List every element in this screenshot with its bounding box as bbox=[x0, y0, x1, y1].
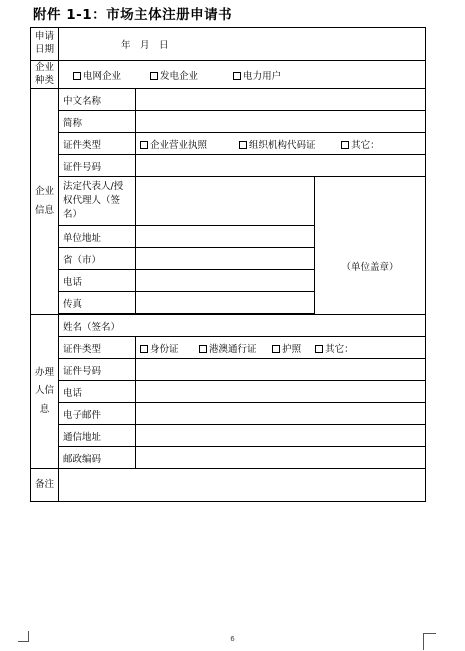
enterprise-cert-type-options bbox=[136, 133, 426, 155]
document-title: 附件 1-1：市场主体注册申请书 bbox=[33, 7, 233, 23]
agent-phone-row bbox=[31, 381, 426, 403]
checkbox-icon bbox=[140, 345, 148, 353]
short-name-field[interactable] bbox=[136, 111, 426, 133]
option-passport[interactable]: 护照 bbox=[272, 341, 312, 355]
seal-label: （单位盖章） bbox=[341, 261, 399, 273]
enterprise-type-options bbox=[59, 61, 426, 89]
agent-email-row bbox=[31, 403, 426, 425]
checkbox-icon bbox=[140, 141, 148, 149]
apply-date-label: 申请日期 bbox=[31, 28, 59, 61]
agent-cert-no-label: 证件号码 bbox=[59, 359, 136, 381]
agent-mail-addr-label: 通信地址 bbox=[59, 425, 136, 447]
option-hk-macau-pass[interactable]: 港澳通行证 bbox=[199, 341, 269, 355]
enterprise-cert-no-row bbox=[31, 155, 426, 177]
agent-phone-field[interactable] bbox=[136, 381, 426, 403]
option-grid-enterprise[interactable]: 电网企业 bbox=[73, 68, 147, 82]
agent-phone-label: 电话 bbox=[59, 381, 136, 403]
agent-cert-no-field[interactable] bbox=[136, 359, 426, 381]
enterprise-cert-type-row bbox=[31, 133, 426, 155]
enterprise-cert-no-field[interactable] bbox=[136, 155, 426, 177]
apply-date-row bbox=[31, 28, 426, 61]
agent-cert-type-label: 证件类型 bbox=[59, 337, 136, 359]
checkbox-icon bbox=[73, 72, 81, 80]
option-other-cert[interactable]: 其它： bbox=[341, 137, 380, 151]
short-name-label: 简称 bbox=[59, 111, 136, 133]
apply-date-field[interactable]: 年 月 日 bbox=[59, 28, 426, 61]
agent-email-field[interactable] bbox=[136, 403, 426, 425]
province-field[interactable] bbox=[136, 248, 315, 270]
agent-cert-type-row bbox=[31, 337, 426, 359]
checkbox-icon bbox=[239, 141, 247, 149]
agent-postcode-row bbox=[31, 447, 426, 469]
checkbox-icon bbox=[272, 345, 280, 353]
legal-rep-label: 法定代表人/授权代理人（签名） bbox=[59, 177, 136, 226]
chinese-name-row bbox=[31, 89, 426, 111]
address-field[interactable] bbox=[136, 226, 315, 248]
enterprise-cert-type-label: 证件类型 bbox=[59, 133, 136, 155]
chinese-name-field[interactable] bbox=[136, 89, 426, 111]
remarks-field[interactable] bbox=[59, 469, 426, 502]
option-power-generation[interactable]: 发电企业 bbox=[150, 68, 230, 82]
remarks-label: 备注 bbox=[31, 469, 59, 502]
chinese-name-label: 中文名称 bbox=[59, 89, 136, 111]
option-org-code-cert[interactable]: 组织机构代码证 bbox=[239, 137, 338, 151]
enterprise-phone-field[interactable] bbox=[136, 270, 315, 292]
checkbox-icon bbox=[199, 345, 207, 353]
option-business-license[interactable]: 企业营业执照 bbox=[140, 137, 236, 151]
enterprise-type-label: 企业种类 bbox=[31, 61, 59, 89]
agent-postcode-field[interactable] bbox=[136, 447, 426, 469]
option-agent-other[interactable]: 其它： bbox=[315, 341, 354, 355]
fax-label: 传真 bbox=[59, 292, 136, 314]
enterprise-info-label: 企业信息 bbox=[31, 89, 59, 315]
enterprise-phone-label: 电话 bbox=[59, 270, 136, 292]
remarks-row bbox=[31, 469, 426, 502]
province-label: 省（市） bbox=[59, 248, 136, 270]
option-id-card[interactable]: 身份证 bbox=[140, 341, 196, 355]
page-number: 6 bbox=[230, 635, 235, 643]
enterprise-cert-no-label: 证件号码 bbox=[59, 155, 136, 177]
agent-postcode-label: 邮政编码 bbox=[59, 447, 136, 469]
agent-name-label: 姓名（签名） bbox=[59, 315, 426, 337]
agent-name-row bbox=[31, 315, 426, 337]
agent-mail-addr-row bbox=[31, 425, 426, 447]
option-power-user[interactable]: 电力用户 bbox=[233, 68, 281, 82]
checkbox-icon bbox=[341, 141, 349, 149]
checkbox-icon bbox=[150, 72, 158, 80]
checkbox-icon bbox=[315, 345, 323, 353]
address-label: 单位地址 bbox=[59, 226, 136, 248]
checkbox-icon bbox=[233, 72, 241, 80]
agent-cert-no-row bbox=[31, 359, 426, 381]
fax-field[interactable] bbox=[136, 292, 315, 314]
short-name-row bbox=[31, 111, 426, 133]
legal-rep-row bbox=[31, 177, 426, 226]
registration-form-table bbox=[30, 27, 426, 502]
agent-email-label: 电子邮件 bbox=[59, 403, 136, 425]
agent-info-label: 办理人信息 bbox=[31, 315, 59, 469]
legal-rep-field[interactable] bbox=[136, 177, 315, 226]
seal-area bbox=[315, 177, 426, 315]
agent-cert-type-options bbox=[136, 337, 426, 359]
agent-mail-addr-field[interactable] bbox=[136, 425, 426, 447]
enterprise-type-row bbox=[31, 61, 426, 89]
